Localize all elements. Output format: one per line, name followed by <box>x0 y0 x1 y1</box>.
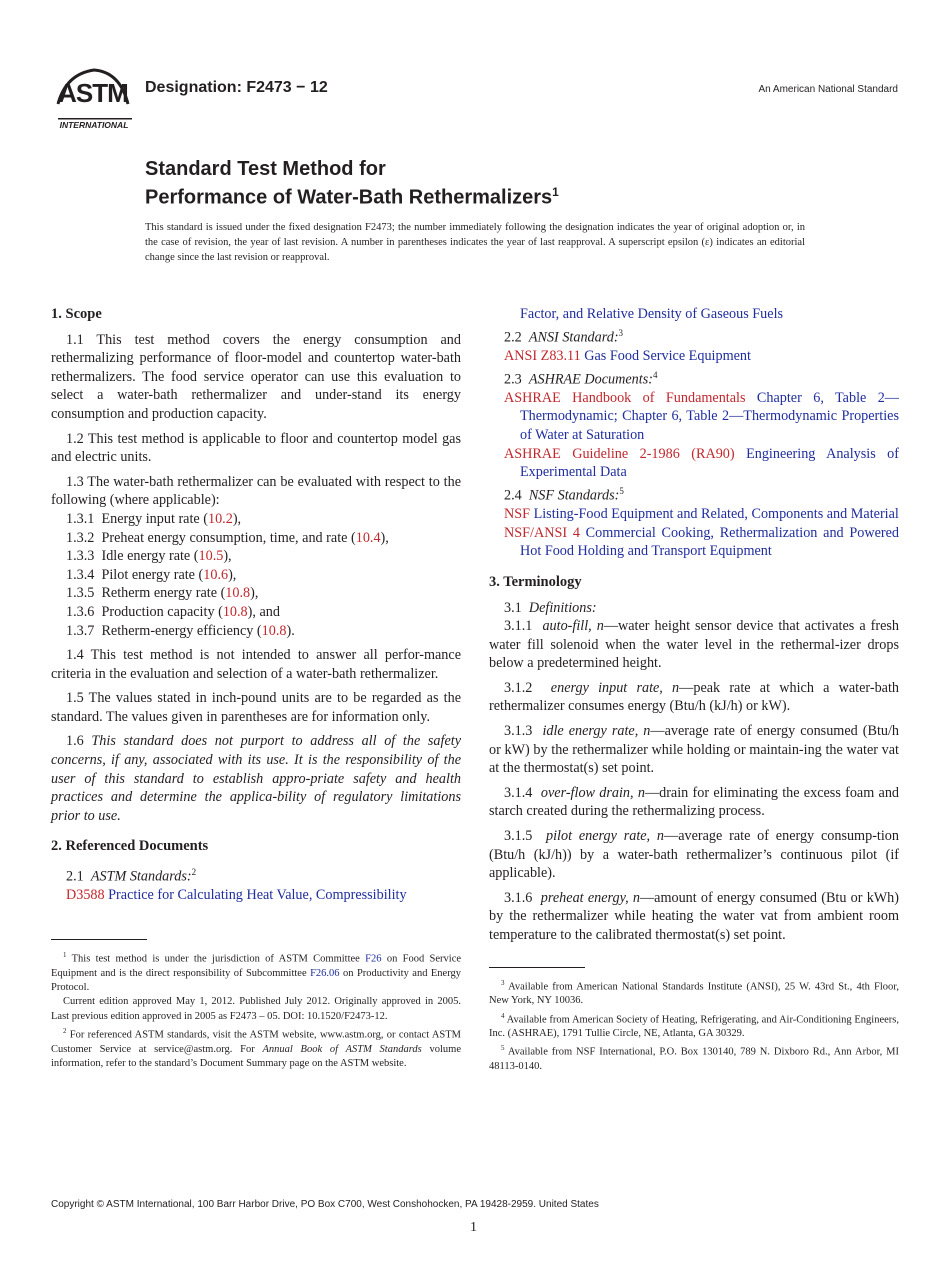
section-1-heading: 1. Scope <box>51 306 102 322</box>
list-item: 1.3.6 Production capacity (10.8), and <box>66 603 280 620</box>
ref-ashrae-handbook <box>489 389 899 445</box>
definition-item: 3.1.3 idle energy rate, n—average rate of energy consumed (Btu/h or kW) by the rethermalizer while holding or maintain-ing the water vat at the thermostat(s) set point. <box>489 723 900 777</box>
section-link[interactable]: 10.4 <box>355 529 381 546</box>
subcommittee-link[interactable]: F26.06 <box>310 968 340 980</box>
para-2-4: 2.4 NSF Standards:$^5$ <box>504 485 624 504</box>
list-item: 1.3.5 Retherm energy rate (10.8), <box>66 585 259 602</box>
left-column <box>51 305 461 1071</box>
designation: Designation: F2473 − 12 <box>145 79 328 96</box>
section-link[interactable]: 10.6 <box>203 566 229 583</box>
footnotes-left <box>51 948 461 1071</box>
ref-code-link[interactable]: ASHRAE Guideline 2-1986 (RA90) <box>504 445 735 462</box>
title-line-1: Standard Test Method for <box>145 158 386 180</box>
footnote-4: $^4$ Available from American Society of Heating, Refrigerating, and Air-Conditioning Engineers, Inc. (ASHRAE), 1791 Tullie Circle, NE, Atlanta, GA 30329. <box>489 1011 900 1040</box>
section-link[interactable]: 10.8 <box>261 622 287 639</box>
ref-ashrae-guideline <box>489 445 899 482</box>
ref-title-link[interactable]: Practice for Calculating Heat Value, Compressibility <box>108 887 407 904</box>
para-1-4: 1.4 This test method is not intended to answer all perfor-mance criteria in the evaluation and selection of a water-bath rethermalizer. <box>51 647 461 682</box>
definition-item: 3.1.1 auto-fill, n—water height sensor device that activates a fresh water fill solenoid when the water level in the rethermal-izer drops below a predetermined height. <box>489 618 900 672</box>
footnote-5: $^5$ Available from NSF International, P.O. Box 130140, 789 N. Dixboro Rd., Ann Arbor, MI 48113-0140. <box>489 1044 899 1073</box>
svg-text:ASTM: ASTM <box>58 78 128 108</box>
right-column <box>489 305 899 1074</box>
ref-title-link[interactable]: Engineering Analysis of Experimental Data <box>520 445 899 481</box>
footnote-1: $^1$ This test method is under the jurisdiction of ASTM Committee F26 on Food Service Equipment and is the direct responsibility of Subcommittee F26.06 on Productivity and Energy Protocol. <box>51 951 462 994</box>
section-link[interactable]: 10.8 <box>222 603 248 620</box>
para-1-3: 1.3 The water-bath rethermalizer can be evaluated with respect to the following (where applicable): <box>51 473 461 509</box>
edition-note: Current edition approved May 1, 2012. Published July 2012. Originally approved in 2005. Last previous edition approved in 2005 as F2473 – 05. DOI: 10.1520/F2473-12. <box>51 996 461 1022</box>
para-2-2: 2.2 ANSI Standard:$^3$ <box>504 327 624 346</box>
scope-list <box>51 510 461 640</box>
para-2-3: 2.3 ASHRAE Documents:$^4$ <box>504 369 658 388</box>
title-line-2: Performance of Water-Bath Rethermalizers$^1$ <box>145 185 559 209</box>
section-2-heading: 2. Referenced Documents <box>51 838 209 855</box>
ref-title-link[interactable]: Commercial Cooking, Rethermalization and Powered Hot Food Holding and Transport Equipment <box>520 524 900 560</box>
ref-d3588 <box>51 886 461 905</box>
ref-nsf <box>489 505 899 524</box>
ref-nsf-ansi-4 <box>489 524 899 561</box>
copyright-footer: Copyright © ASTM International, 100 Barr Harbor Drive, PO Box C700, West Conshohocken, PA 19428-2959. United States <box>51 1199 599 1210</box>
para-1-1: 1.1 This test method covers the energy consumption and rethermalizing performance of floor-model and countertop water-bath rethermalizers. The food service operator can use this evaluation to select a water-bath rethermalizer and under-stand its energy consumption and production capacity. <box>51 331 461 422</box>
para-1-2: 1.2 This test method is applicable to floor and countertop model gas and electric units. <box>51 430 461 466</box>
para-3-1: 3.1 Definitions: <box>504 599 597 616</box>
section-3-heading: 3. Terminology <box>489 573 582 590</box>
ref-ansi <box>489 347 899 366</box>
astm-logo <box>52 60 134 132</box>
page-number: 1 <box>470 1220 477 1235</box>
footnote-divider <box>489 967 585 968</box>
definition-item: 3.1.4 over-flow drain, n—drain for eliminating the excess foam and starch created during the rethermalizing process. <box>489 784 900 820</box>
section-link[interactable]: 10.5 <box>198 548 224 565</box>
list-item: 1.3.7 Retherm-energy efficiency (10.8). <box>66 622 295 639</box>
para-1-6: 1.6 This standard does not purport to address all of the safety concerns, if any, associated with its use. It is the responsibility of the user of this standard to establish appro-priate safety and health practices and determine the applica-bility of regulatory limitations prior to use. <box>51 733 461 824</box>
ref-title-link[interactable]: Gas Food Service Equipment <box>584 347 751 364</box>
list-item: 1.3.1 Energy input rate (10.2), <box>66 510 242 527</box>
ref-code-link[interactable]: D3588 <box>66 887 105 904</box>
ref-title-link[interactable]: Factor, and Relative Density of Gaseous Fuels <box>520 306 784 322</box>
issuance-notice: This standard is issued under the fixed designation F2473; the number immediately following the designation indicates the year of original adoption or, in the case of revision, the year of last revision. A number in parentheses indicates the year of last reapproval. A superscript epsilon (ε) indicates an editorial change since the last revision or reapproval. <box>145 222 805 263</box>
list-item: 1.3.4 Pilot energy rate (10.6), <box>66 566 237 583</box>
section-link[interactable]: 10.8 <box>225 585 251 602</box>
ref-code-link[interactable]: NSF <box>504 506 531 523</box>
ref-code-link[interactable]: ASHRAE Handbook of Fundamentals <box>504 389 746 406</box>
list-item: 1.3.3 Idle energy rate (10.5), <box>66 548 232 565</box>
ref-code-link[interactable]: NSF/ANSI 4 <box>504 524 580 541</box>
ref-title-link[interactable]: Chapter 6, Table 2—Thermodynamic; Chapter 6, Table 2—Thermodynamic Properties of Water at Saturation <box>520 389 899 444</box>
document-title <box>145 158 845 210</box>
list-item: 1.3.2 Preheat energy consumption, time, and rate (10.4), <box>66 529 389 546</box>
svg-text:INTERNATIONAL: INTERNATIONAL <box>59 120 129 130</box>
footnote-3: $^3$ Available from American National Standards Institute (ANSI), 25 W. 43rd St., 4th Floor, New York, NY 10036. <box>489 978 899 1007</box>
ref-d3588-continued <box>489 305 899 324</box>
ref-code-link[interactable]: ANSI Z83.11 <box>504 347 581 364</box>
definition-item: 3.1.5 pilot energy rate, n—average rate of energy consump-tion (Btu/h (kJ/h)) by a water-bath rethermalizer’s continuous pilot (if applicable). <box>489 828 899 882</box>
footnotes-right <box>489 976 899 1075</box>
ref-title-link[interactable]: Listing-Food Equipment and Related, Components and Material <box>533 506 899 523</box>
committee-link[interactable]: F26 <box>365 953 382 965</box>
footnote-2: $^2$ For referenced ASTM standards, visit the ASTM website, www.astm.org, or contact ASTM Customer Service at service@astm.org. For Annual Book of ASTM Standards volume information, refer to the standard’s Document Summary page on the ASTM website. <box>51 1026 462 1069</box>
title-footnote-mark: 1 <box>552 185 559 199</box>
para-1-5: 1.5 The values stated in inch-pound units are to be regarded as the standard. The values given in parentheses are for information only. <box>51 690 461 725</box>
definition-item: 3.1.2 energy input rate, n—peak rate at which a water-bath rethermalizer consumes energy (Btu/h (kJ/h) or kW). <box>489 679 900 715</box>
american-national-standard-label: An American National Standard <box>758 84 898 95</box>
section-link[interactable]: 10.2 <box>207 510 233 527</box>
footnote-divider <box>51 939 147 940</box>
definition-item: 3.1.6 preheat energy, n—amount of energy consumed (Btu or kWh) by the rethermalizer while heating the water vat from ambient room temperature to the calibrated thermostat(s) set point. <box>489 889 899 944</box>
para-2-1: 2.1 ASTM Standards:$^2$ <box>66 867 197 885</box>
